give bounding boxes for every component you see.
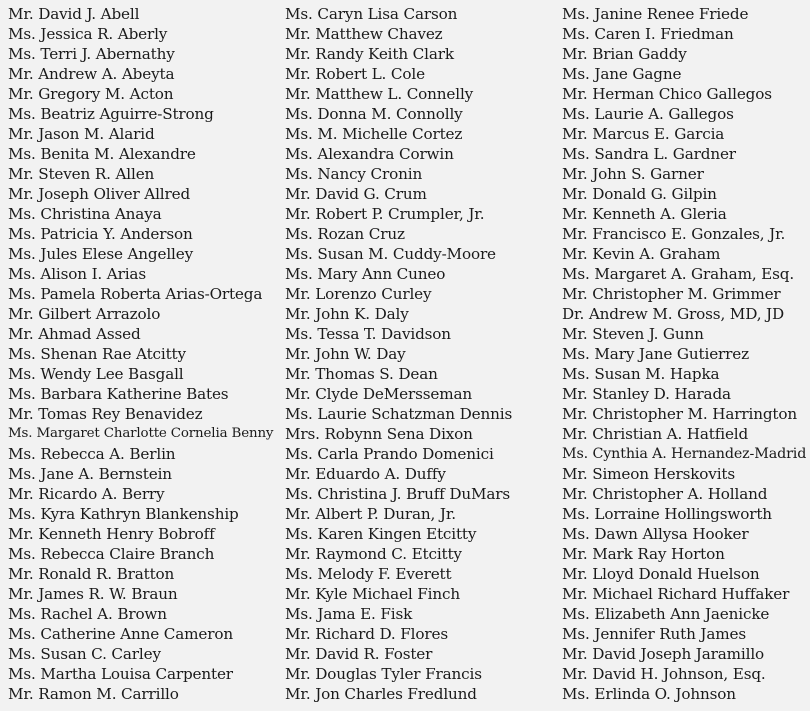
name-entry: Mrs. Robynn Sena Dixon	[285, 425, 473, 443]
name-entry: Mr. Gregory M. Acton	[8, 85, 174, 103]
name-column-3	[562, 4, 810, 704]
name-entry: Ms. Pamela Roberta Arias-Ortega	[8, 285, 263, 303]
name-entry: Mr. David R. Foster	[285, 645, 433, 663]
name-entry: Mr. Christopher M. Grimmer	[562, 285, 781, 303]
name-entry: Mr. David H. Johnson, Esq.	[562, 665, 766, 683]
name-entry: Ms. Melody F. Everett	[285, 565, 452, 583]
name-entry: Mr. Ronald R. Bratton	[8, 565, 175, 583]
name-entry: Ms. Caren I. Friedman	[562, 25, 734, 43]
name-entry: Mr. Mark Ray Horton	[562, 545, 725, 563]
name-entry: Mr. Jon Charles Fredlund	[285, 685, 477, 703]
name-entry: Mr. Simeon Herskovits	[562, 465, 736, 483]
name-entry: Mr. Jason M. Alarid	[8, 125, 155, 143]
name-entry: Ms. Laurie A. Gallegos	[562, 105, 734, 123]
name-entry: Mr. Lorenzo Curley	[285, 285, 432, 303]
name-column-2	[285, 4, 555, 704]
name-entry: Ms. Rachel A. Brown	[8, 605, 167, 623]
name-entry: Ms. Nancy Cronin	[285, 165, 423, 183]
name-entry: Ms. Alison I. Arias	[8, 265, 146, 283]
name-entry: Mr. Kevin A. Graham	[562, 245, 721, 263]
name-entry: Mr. Joseph Oliver Allred	[8, 185, 191, 203]
name-entry: Ms. Christina J. Bruff DuMars	[285, 485, 511, 503]
name-entry: Mr. Lloyd Donald Huelson	[562, 565, 760, 583]
name-entry: Ms. Susan C. Carley	[8, 645, 161, 663]
name-entry: Mr. John K. Daly	[285, 305, 409, 323]
name-entry: Mr. Christian A. Hatfield	[562, 425, 749, 443]
name-entry: Ms. Margaret A. Graham, Esq.	[562, 265, 795, 283]
name-entry: Ms. Elizabeth Ann Jaenicke	[562, 605, 770, 623]
name-entry: Mr. Herman Chico Gallegos	[562, 85, 772, 103]
name-entry: Mr. Richard D. Flores	[285, 625, 448, 643]
name-entry: Mr. Robert L. Cole	[285, 65, 425, 83]
name-entry: Ms. Susan M. Hapka	[562, 365, 720, 383]
name-entry: Mr. Kyle Michael Finch	[285, 585, 461, 603]
name-entry: Ms. Mary Jane Gutierrez	[562, 345, 749, 363]
name-entry: Mr. Kenneth A. Gleria	[562, 205, 727, 223]
name-entry: Mr. Andrew A. Abeyta	[8, 65, 175, 83]
name-entry: Ms. Christina Anaya	[8, 205, 162, 223]
name-entry: Ms. Carla Prando Domenici	[285, 445, 494, 463]
name-entry: Mr. Matthew Chavez	[285, 25, 443, 43]
name-entry: Ms. Janine Renee Friede	[562, 5, 749, 23]
name-entry: Mr. Francisco E. Gonzales, Jr.	[562, 225, 786, 243]
name-entry: Mr. Michael Richard Huffaker	[562, 585, 790, 603]
name-entry: Mr. Albert P. Duran, Jr.	[285, 505, 456, 523]
name-entry: Ms. Mary Ann Cuneo	[285, 265, 446, 283]
name-entry: Ms. Erlinda O. Johnson	[562, 685, 736, 703]
name-entry: Mr. Randy Keith Clark	[285, 45, 454, 63]
name-entry: Ms. Barbara Katherine Bates	[8, 385, 229, 403]
name-entry: Mr. Gilbert Arrazolo	[8, 305, 161, 323]
name-entry: Mr. Ahmad Assed	[8, 325, 141, 343]
name-entry: Mr. Brian Gaddy	[562, 45, 687, 63]
name-entry: Ms. Cynthia A. Hernandez-Madrid	[562, 446, 807, 462]
name-entry: Mr. Steven R. Allen	[8, 165, 155, 183]
name-entry: Mr. Robert P. Crumpler, Jr.	[285, 205, 485, 223]
name-entry: Ms. Terri J. Abernathy	[8, 45, 175, 63]
name-entry: Ms. M. Michelle Cortez	[285, 125, 463, 143]
name-entry: Ms. Rebecca A. Berlin	[8, 445, 176, 463]
name-entry: Mr. Stanley D. Harada	[562, 385, 731, 403]
name-entry: Ms. Jennifer Ruth James	[562, 625, 746, 643]
name-entry: Ms. Dawn Allysa Hooker	[562, 525, 749, 543]
name-entry: Mr. James R. W. Braun	[8, 585, 178, 603]
name-entry: Mr. Clyde DeMersseman	[285, 385, 473, 403]
name-entry: Ms. Margaret Charlotte Cornelia Benny	[8, 426, 274, 441]
name-entry: Ms. Benita M. Alexandre	[8, 145, 196, 163]
name-entry: Ms. Shenan Rae Atcitty	[8, 345, 186, 363]
name-entry: Mr. Christopher A. Holland	[562, 485, 768, 503]
name-entry: Ms. Kyra Kathryn Blankenship	[8, 505, 239, 523]
name-entry: Dr. Andrew M. Gross, MD, JD	[562, 305, 785, 323]
name-entry: Ms. Beatriz Aguirre-Strong	[8, 105, 214, 123]
name-entry: Ms. Patricia Y. Anderson	[8, 225, 193, 243]
name-entry: Ms. Jama E. Fisk	[285, 605, 413, 623]
name-entry: Mr. Ramon M. Carrillo	[8, 685, 179, 703]
name-entry: Ms. Catherine Anne Cameron	[8, 625, 233, 643]
name-entry: Mr. David J. Abell	[8, 5, 140, 23]
name-entry: Ms. Laurie Schatzman Dennis	[285, 405, 513, 423]
name-entry: Ms. Alexandra Corwin	[285, 145, 454, 163]
name-entry: Ms. Jane Gagne	[562, 65, 682, 83]
name-entry: Mr. Matthew L. Connelly	[285, 85, 474, 103]
name-entry: Mr. Marcus E. Garcia	[562, 125, 725, 143]
name-entry: Mr. Kenneth Henry Bobroff	[8, 525, 215, 543]
name-entry: Ms. Sandra L. Gardner	[562, 145, 736, 163]
name-entry: Ms. Donna M. Connolly	[285, 105, 463, 123]
name-entry: Mr. John W. Day	[285, 345, 406, 363]
name-entry: Mr. Ricardo A. Berry	[8, 485, 165, 503]
name-entry: Mr. Raymond C. Etcitty	[285, 545, 462, 563]
name-entry: Ms. Jules Elese Angelley	[8, 245, 194, 263]
name-entry: Mr. Thomas S. Dean	[285, 365, 438, 383]
name-entry: Mr. Douglas Tyler Francis	[285, 665, 482, 683]
name-entry: Ms. Tessa T. Davidson	[285, 325, 451, 343]
name-entry: Ms. Jane A. Bernstein	[8, 465, 172, 483]
name-entry: Mr. Christopher M. Harrington	[562, 405, 798, 423]
name-column-1	[8, 4, 278, 704]
name-entry: Mr. Eduardo A. Duffy	[285, 465, 446, 483]
name-entry: Mr. Steven J. Gunn	[562, 325, 704, 343]
name-entry: Ms. Martha Louisa Carpenter	[8, 665, 233, 683]
name-entry: Ms. Wendy Lee Basgall	[8, 365, 184, 383]
name-entry: Mr. David Joseph Jaramillo	[562, 645, 765, 663]
name-entry: Ms. Jessica R. Aberly	[8, 25, 168, 43]
name-entry: Mr. Tomas Rey Benavidez	[8, 405, 203, 423]
name-entry: Ms. Caryn Lisa Carson	[285, 5, 458, 23]
name-entry: Ms. Rebecca Claire Branch	[8, 545, 215, 563]
name-entry: Mr. Donald G. Gilpin	[562, 185, 717, 203]
name-entry: Ms. Rozan Cruz	[285, 225, 405, 243]
name-entry: Ms. Susan M. Cuddy-Moore	[285, 245, 496, 263]
name-entry: Ms. Karen Kingen Etcitty	[285, 525, 477, 543]
name-entry: Mr. John S. Garner	[562, 165, 704, 183]
name-entry: Mr. David G. Crum	[285, 185, 427, 203]
name-entry: Ms. Lorraine Hollingsworth	[562, 505, 772, 523]
